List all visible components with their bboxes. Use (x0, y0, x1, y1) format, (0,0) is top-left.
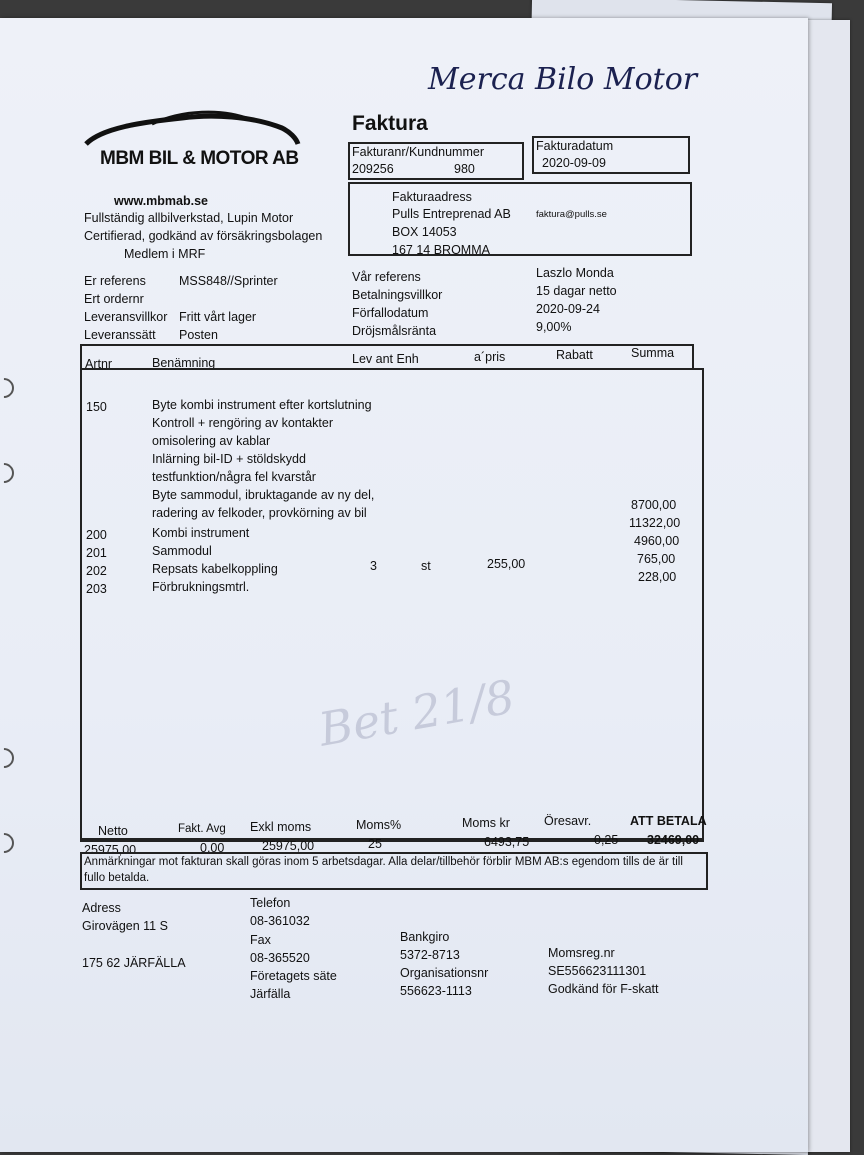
ref-label: Leveransvillkor (84, 310, 168, 324)
col-header-apris: a´pris (474, 350, 506, 364)
footer-street: Girovägen 11 S (82, 919, 168, 933)
billing-zip-city: 167 14 BROMMA (392, 243, 490, 257)
ref-value: MSS848//Sprinter (179, 274, 278, 288)
total-label-fakt: Fakt. Avg (178, 823, 226, 835)
total-momskr: 6493,75 (484, 835, 530, 849)
ref-value: 15 dagar netto (536, 284, 617, 298)
table-sum: 765,00 (637, 552, 676, 566)
footer-fax-label: Fax (250, 933, 271, 947)
ref-value: 9,00% (536, 320, 572, 334)
table-artnr: 150 (86, 400, 107, 414)
table-price: 255,00 (487, 557, 526, 571)
table-item-name: Repsats kabelkoppling (152, 562, 278, 576)
footer-momsreg-label: Momsreg.nr (548, 946, 615, 960)
ref-value: 2020-09-24 (536, 302, 600, 316)
table-sum: 228,00 (638, 570, 677, 584)
total-label-momskr: Moms kr (462, 816, 510, 830)
ref-label: Er referens (84, 274, 146, 288)
ref-label: Vår referens (352, 270, 421, 284)
footer-sate-label: Företagets säte (250, 969, 337, 983)
table-item-name: Kombi instrument (152, 526, 250, 540)
footer-org: 556623-1113 (400, 984, 472, 998)
binder-hole (0, 744, 18, 772)
company-line: Certifierad, godkänd av försäkringsbolagen (84, 229, 323, 243)
footer-bankgiro-label: Bankgiro (400, 930, 450, 944)
binder-hole (0, 829, 18, 857)
footer-sate: Järfälla (250, 987, 291, 1001)
car-logo-icon (82, 108, 302, 148)
table-sum: 8700,00 (631, 498, 677, 512)
footer-telefon-label: Telefon (250, 896, 291, 910)
footer-telefon: 08-361032 (250, 914, 310, 928)
invoice-number: 209256 (352, 162, 394, 176)
total-netto: 25975,00 (84, 843, 137, 857)
table-qty: 3 (370, 559, 377, 573)
stamp-note: Bet 21/8 (314, 669, 519, 757)
ref-label: Dröjsmålsränta (352, 324, 437, 338)
customer-number: 980 (454, 162, 475, 176)
ref-value: Posten (179, 328, 218, 342)
col-header-benamning: Benämning (152, 356, 216, 370)
total-oresavr: 0,25 (594, 833, 619, 847)
invoice-page (0, 18, 808, 1152)
ref-label: Ert ordernr (84, 292, 144, 306)
table-unit: st (421, 559, 431, 573)
table-artnr: 201 (86, 546, 107, 560)
billing-box: BOX 14053 (392, 225, 457, 239)
table-item-name: Sammodul (152, 544, 212, 558)
col-header-artnr: Artnr (85, 357, 113, 371)
total-label-att-betala: ATT BETALA (630, 814, 707, 828)
company-line: Fullständig allbilverkstad, Lupin Motor (84, 211, 294, 225)
footer-city: 175 62 JÄRFÄLLA (82, 956, 186, 970)
ref-value: Fritt vårt lager (179, 310, 257, 324)
description-line: Kontroll + rengöring av kontakter (152, 416, 334, 430)
total-exkl: 25975,00 (262, 839, 315, 853)
col-header-rabatt: Rabatt (556, 348, 593, 362)
handwritten-note: Merca Bilo Motor (428, 62, 698, 97)
company-website: www.mbmab.se (114, 194, 209, 208)
col-header-levant: Lev ant Enh (352, 352, 419, 366)
ref-label: Betalningsvillkor (352, 288, 443, 302)
total-label-momsp: Moms% (356, 818, 402, 832)
description-line: omisolering av kablar (152, 434, 271, 448)
binder-hole (0, 459, 18, 487)
description-line: radering av felkoder, provkörning av bil (152, 506, 367, 520)
company-logo-text: MBM BIL & MOTOR AB (100, 148, 299, 169)
ref-label: Leveranssätt (84, 328, 156, 342)
table-artnr: 202 (86, 564, 107, 578)
footer-bankgiro: 5372-8713 (400, 948, 460, 962)
description-line: testfunktion/några fel kvarstår (152, 470, 316, 484)
company-line: Medlem i MRF (124, 247, 206, 261)
col-header-summa: Summa (631, 346, 675, 360)
table-artnr: 200 (86, 528, 107, 542)
total-label-exkl: Exkl moms (250, 820, 312, 834)
footer-org-label: Organisationsnr (400, 966, 489, 980)
billing-name: Pulls Entreprenad AB (392, 207, 511, 221)
description-line: Byte sammodul, ibruktagande av ny del, (152, 488, 375, 502)
total-momsp: 25 (368, 837, 382, 851)
total-att-betala: 32469,00 (647, 833, 700, 847)
invoice-title: Faktura (352, 112, 428, 135)
description-line: Inlärning bil-ID + stöldskydd (152, 452, 306, 466)
table-artnr: 203 (86, 582, 107, 596)
ref-label: Förfallodatum (352, 306, 429, 320)
footer-momsreg: SE556623111301 (548, 964, 647, 978)
description-line: Byte kombi instrument efter kortslutning (152, 398, 372, 412)
table-item-name: Förbrukningsmtrl. (152, 580, 250, 594)
binder-hole (0, 374, 18, 402)
footer-fax: 08-365520 (250, 951, 310, 965)
billing-address-label: Fakturaadress (392, 190, 472, 204)
total-label-oresavr: Öresavr. (544, 814, 592, 828)
total-label-netto: Netto (98, 824, 128, 838)
ref-value: Laszlo Monda (536, 266, 614, 280)
billing-email: faktura@pulls.se (536, 209, 607, 220)
total-fakt: 0,00 (200, 841, 225, 855)
footer-fskatt: Godkänd för F-skatt (548, 982, 659, 996)
footer-adress-label: Adress (82, 901, 121, 915)
invoice-date-label: Fakturadatum (536, 139, 614, 153)
table-sum: 4960,00 (634, 534, 680, 548)
invoice-date: 2020-09-09 (542, 156, 606, 170)
invoice-note: Anmärkningar mot fakturan skall göras inom 5 arbetsdagar. Alla delar/tillbehör förblir MBM AB:s egendom tills de är till fullo betalda. (84, 856, 683, 884)
invoice-number-label: Fakturanr/Kundnummer (352, 145, 485, 159)
table-sum: 11322,00 (629, 516, 681, 530)
